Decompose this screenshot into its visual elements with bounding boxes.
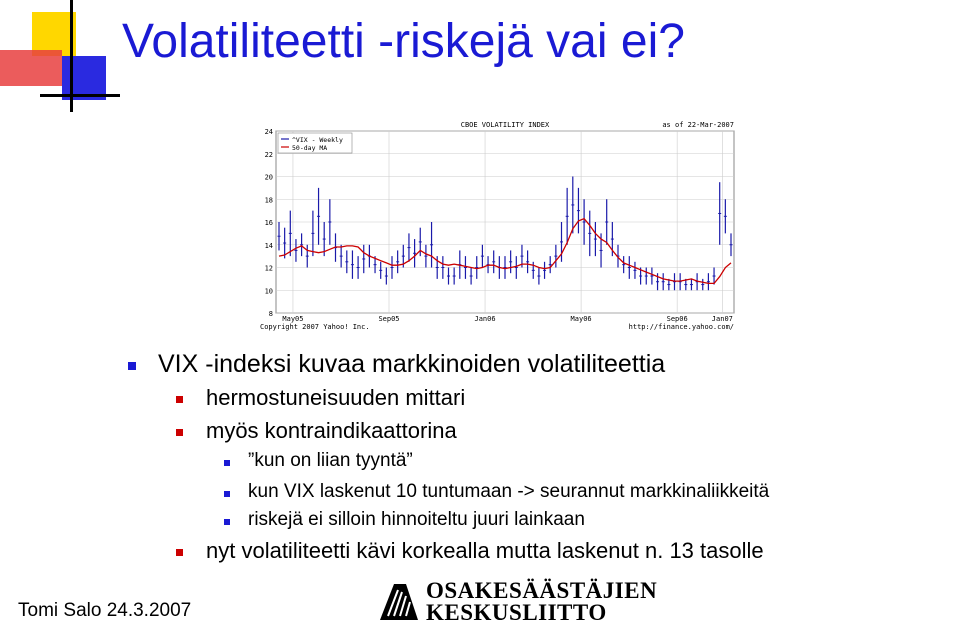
x-tick-label: Sep06 xyxy=(666,315,688,323)
y-tick-label: 12 xyxy=(264,264,273,273)
vix-chart-svg xyxy=(256,117,740,335)
bullet-text-level-2: myös kontraindikaattorina xyxy=(206,418,457,443)
y-tick-label: 20 xyxy=(264,173,273,182)
logo-line-1: OSAKESÄÄSTÄJIEN xyxy=(426,578,658,603)
bullet-text-level-2: nyt volatiliteetti kävi korkealla mutta laskenut n. 13 tasolle xyxy=(206,538,764,563)
legend-entry: 50-day MA xyxy=(292,144,328,152)
logo-line-2: KESKUSLIITTO xyxy=(426,600,607,625)
footer-author-date: Tomi Salo 24.3.2007 xyxy=(18,600,192,621)
y-tick-label: 24 xyxy=(264,128,273,136)
y-tick-label: 18 xyxy=(264,196,273,205)
decor-horizontal-line xyxy=(40,94,120,97)
bullet-marker-icon xyxy=(176,429,183,436)
bullet-text-level-3: riskejä ei silloin hinnoiteltu juuri lainkaan xyxy=(248,509,585,530)
bullet-text-level-3: kun VIX laskenut 10 tuntumaan -> seurannut markkinaliikkeitä xyxy=(248,481,770,502)
bullet-marker-icon xyxy=(128,362,136,370)
x-tick-label: Sep05 xyxy=(378,315,400,323)
bullet-marker-icon xyxy=(176,396,183,403)
chart-source-url: http://finance.yahoo.com/ xyxy=(628,323,734,331)
y-tick-label: 8 xyxy=(268,310,273,318)
vix-chart xyxy=(256,117,740,335)
bullet-marker-icon xyxy=(224,491,230,497)
bullet-marker-icon xyxy=(224,519,230,525)
x-tick-label: May05 xyxy=(282,315,304,323)
decor-red-square xyxy=(0,50,62,86)
y-tick-label: 14 xyxy=(264,241,273,250)
bullet-text-level-2: hermostuneisuuden mittari xyxy=(206,385,466,410)
y-tick-label: 16 xyxy=(264,219,273,227)
logo-emblem-icon xyxy=(376,580,422,624)
y-tick-label: 10 xyxy=(264,287,273,296)
slide-title: Volatiliteetti -riskejä vai ei? xyxy=(122,15,685,68)
x-tick-label: Jan07 xyxy=(711,315,733,323)
bullet-text-level-3: ”kun on liian tyyntä” xyxy=(248,450,413,471)
x-tick-label: May06 xyxy=(570,315,592,323)
chart-title: CBOE VOLATILITY INDEX xyxy=(460,121,550,129)
bullet-marker-icon xyxy=(176,549,183,556)
y-tick-label: 22 xyxy=(264,150,273,159)
x-tick-label: Jan06 xyxy=(474,315,496,323)
bullet-marker-icon xyxy=(224,460,230,466)
bullet-text-level-1: VIX -indeksi kuvaa markkinoiden volatiliteettia xyxy=(158,350,666,378)
legend-entry: ^VIX - Weekly xyxy=(292,136,343,144)
chart-copyright: Copyright 2007 Yahoo! Inc. xyxy=(260,323,370,331)
chart-date-label: as of 22-Mar-2007 xyxy=(662,121,734,129)
